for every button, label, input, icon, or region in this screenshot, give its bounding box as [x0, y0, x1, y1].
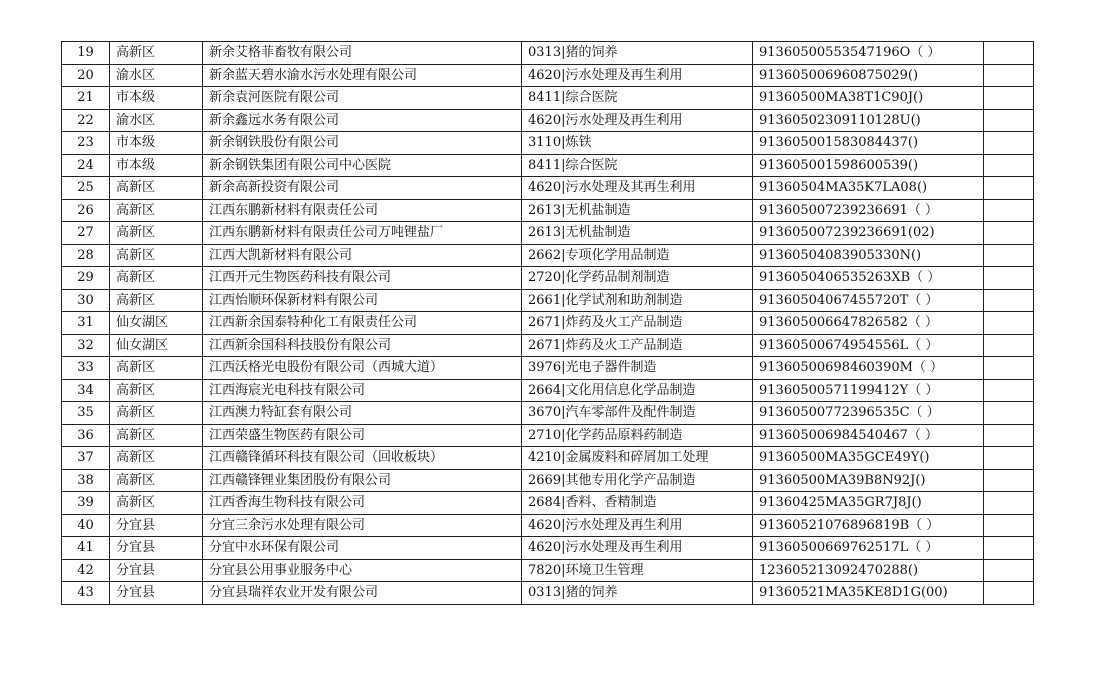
table-row	[62, 357, 1034, 380]
district-cell: 高新区	[110, 267, 203, 290]
company-name-cell: 江西东鹏新材料有限责任公司万吨锂盐厂	[203, 222, 522, 245]
row-number: 43	[62, 582, 110, 605]
district-cell: 高新区	[110, 244, 203, 267]
district-cell: 市本级	[110, 87, 203, 110]
note-cell	[984, 177, 1034, 200]
row-number: 35	[62, 402, 110, 425]
credit-code-cell: 91360504083905330N()	[753, 244, 984, 267]
district-cell: 高新区	[110, 42, 203, 65]
company-name-cell: 新余艾格菲畜牧有限公司	[203, 42, 522, 65]
industry-cell: 4620|污水处理及再生利用	[522, 109, 753, 132]
table-row	[62, 582, 1034, 605]
industry-cell: 8411|综合医院	[522, 87, 753, 110]
table-row	[62, 402, 1034, 425]
company-name-cell: 分宜中水环保有限公司	[203, 537, 522, 560]
industry-cell: 2671|炸药及火工产品制造	[522, 312, 753, 335]
industry-cell: 2684|香料、香精制造	[522, 492, 753, 515]
credit-code-cell: 913605001598600539()	[753, 154, 984, 177]
table-row	[62, 154, 1034, 177]
company-name-cell: 新余鑫远水务有限公司	[203, 109, 522, 132]
credit-code-cell: 913605007239236691（ ）	[753, 199, 984, 222]
company-name-cell: 江西东鹏新材料有限责任公司	[203, 199, 522, 222]
row-number: 42	[62, 559, 110, 582]
district-cell: 高新区	[110, 379, 203, 402]
company-name-cell: 江西沃格光电股份有限公司（西城大道）	[203, 357, 522, 380]
table-row	[62, 87, 1034, 110]
district-cell: 高新区	[110, 402, 203, 425]
district-cell: 高新区	[110, 357, 203, 380]
note-cell	[984, 199, 1034, 222]
note-cell	[984, 424, 1034, 447]
note-cell	[984, 132, 1034, 155]
row-number: 19	[62, 42, 110, 65]
industry-cell: 4620|污水处理及再生利用	[522, 537, 753, 560]
industry-cell: 3110|炼铁	[522, 132, 753, 155]
note-cell	[984, 267, 1034, 290]
company-name-cell: 新余袁河医院有限公司	[203, 87, 522, 110]
table-row	[62, 222, 1034, 245]
table-row	[62, 177, 1034, 200]
row-number: 38	[62, 469, 110, 492]
credit-code-cell: 91360500MA35GCE49Y()	[753, 447, 984, 470]
industry-cell: 8411|综合医院	[522, 154, 753, 177]
row-number: 37	[62, 447, 110, 470]
credit-code-cell: 91360500674954556L（ ）	[753, 334, 984, 357]
district-cell: 市本级	[110, 132, 203, 155]
table-row	[62, 267, 1034, 290]
table-row	[62, 64, 1034, 87]
table-row	[62, 132, 1034, 155]
note-cell	[984, 154, 1034, 177]
company-name-cell: 江西澳力特缸套有限公司	[203, 402, 522, 425]
credit-code-cell: 913605006647826582（ ）	[753, 312, 984, 335]
credit-code-cell: 91360504067455720T（ ）	[753, 289, 984, 312]
table-row	[62, 447, 1034, 470]
company-name-cell: 江西赣锋循环科技有限公司（回收板块）	[203, 447, 522, 470]
row-number: 26	[62, 199, 110, 222]
note-cell	[984, 244, 1034, 267]
district-cell: 高新区	[110, 199, 203, 222]
note-cell	[984, 469, 1034, 492]
credit-code-cell: 913605007239236691(02)	[753, 222, 984, 245]
row-number: 21	[62, 87, 110, 110]
credit-code-cell: 91360502309110128U()	[753, 109, 984, 132]
company-name-cell: 新余蓝天碧水渝水污水处理有限公司	[203, 64, 522, 87]
district-cell: 仙女湖区	[110, 312, 203, 335]
note-cell	[984, 559, 1034, 582]
note-cell	[984, 537, 1034, 560]
company-name-cell: 江西新余国科科技股份有限公司	[203, 334, 522, 357]
company-name-cell: 江西赣锋锂业集团股份有限公司	[203, 469, 522, 492]
row-number: 22	[62, 109, 110, 132]
industry-cell: 2613|无机盐制造	[522, 222, 753, 245]
district-cell: 分宜县	[110, 559, 203, 582]
note-cell	[984, 109, 1034, 132]
note-cell	[984, 492, 1034, 515]
company-name-cell: 江西海宸光电科技有限公司	[203, 379, 522, 402]
industry-cell: 2669|其他专用化学产品制造	[522, 469, 753, 492]
industry-cell: 3670|汽车零部件及配件制造	[522, 402, 753, 425]
table-row	[62, 199, 1034, 222]
district-cell: 仙女湖区	[110, 334, 203, 357]
credit-code-cell: 91360500MA38T1C90J()	[753, 87, 984, 110]
district-cell: 分宜县	[110, 537, 203, 560]
district-cell: 高新区	[110, 222, 203, 245]
industry-cell: 0313|猪的饲养	[522, 582, 753, 605]
district-cell: 高新区	[110, 469, 203, 492]
industry-cell: 4210|金属废料和碎屑加工处理	[522, 447, 753, 470]
note-cell	[984, 582, 1034, 605]
row-number: 31	[62, 312, 110, 335]
industry-cell: 4620|污水处理及再生利用	[522, 64, 753, 87]
table-row	[62, 109, 1034, 132]
table-row	[62, 492, 1034, 515]
credit-code-cell: 91360500669762517L（ ）	[753, 537, 984, 560]
industry-cell: 4620|污水处理及再生利用	[522, 514, 753, 537]
row-number: 30	[62, 289, 110, 312]
credit-code-cell: 91360500553547196O（ ）	[753, 42, 984, 65]
note-cell	[984, 357, 1034, 380]
district-cell: 高新区	[110, 447, 203, 470]
note-cell	[984, 514, 1034, 537]
credit-code-cell: 91360500772396535C（ ）	[753, 402, 984, 425]
table-row	[62, 244, 1034, 267]
industry-cell: 4620|污水处理及其再生利用	[522, 177, 753, 200]
credit-code-cell: 913605001583084437()	[753, 132, 984, 155]
company-name-cell: 分宜县公用事业服务中心	[203, 559, 522, 582]
company-name-cell: 江西怡顺环保新材料有限公司	[203, 289, 522, 312]
note-cell	[984, 379, 1034, 402]
row-number: 41	[62, 537, 110, 560]
table-body	[62, 42, 1034, 605]
district-cell: 渝水区	[110, 64, 203, 87]
table-row	[62, 514, 1034, 537]
note-cell	[984, 447, 1034, 470]
note-cell	[984, 42, 1034, 65]
note-cell	[984, 222, 1034, 245]
credit-code-cell: 91360500MA39B8N92J()	[753, 469, 984, 492]
table-row	[62, 559, 1034, 582]
industry-cell: 2710|化学药品原料药制造	[522, 424, 753, 447]
industry-cell: 2720|化学药品制剂制造	[522, 267, 753, 290]
company-name-cell: 江西荣盛生物医药有限公司	[203, 424, 522, 447]
credit-code-cell: 91360500696087502​9()	[753, 64, 984, 87]
district-cell: 渝水区	[110, 109, 203, 132]
credit-code-cell: 91360500698460390M（ ）	[753, 357, 984, 380]
credit-code-cell: 91360521MA35KE8D1G(00)	[753, 582, 984, 605]
row-number: 27	[62, 222, 110, 245]
table-row	[62, 289, 1034, 312]
row-number: 34	[62, 379, 110, 402]
credit-code-cell: 91360425MA35GR7J8J()	[753, 492, 984, 515]
district-cell: 分宜县	[110, 514, 203, 537]
credit-code-cell: 913605006984540467（ ）	[753, 424, 984, 447]
row-number: 39	[62, 492, 110, 515]
row-number: 29	[62, 267, 110, 290]
credit-code-cell: 91360521076896819B（ ）	[753, 514, 984, 537]
table-row	[62, 334, 1034, 357]
enterprise-table	[61, 41, 1034, 605]
row-number: 20	[62, 64, 110, 87]
row-number: 23	[62, 132, 110, 155]
credit-code-cell: 91360504065352​63XB（ ）	[753, 267, 984, 290]
company-name-cell: 新余钢铁股份有限公司	[203, 132, 522, 155]
district-cell: 高新区	[110, 424, 203, 447]
industry-cell: 7820|环境卫生管理	[522, 559, 753, 582]
district-cell: 高新区	[110, 289, 203, 312]
note-cell	[984, 289, 1034, 312]
company-name-cell: 新余钢铁集团有限公司中心医院	[203, 154, 522, 177]
industry-cell: 2661|化学试剂和助剂制造	[522, 289, 753, 312]
row-number: 24	[62, 154, 110, 177]
district-cell: 高新区	[110, 177, 203, 200]
credit-code-cell: 91360504MA35K7LA08()	[753, 177, 984, 200]
district-cell: 高新区	[110, 492, 203, 515]
credit-code-cell: 91360500571199412Y（ ）	[753, 379, 984, 402]
credit-code-cell: 12360521309247028​8()	[753, 559, 984, 582]
industry-cell: 2664|文化用信息化学品制造	[522, 379, 753, 402]
note-cell	[984, 87, 1034, 110]
note-cell	[984, 334, 1034, 357]
industry-cell: 0313|猪的饲养	[522, 42, 753, 65]
industry-cell: 2613|无机盐制造	[522, 199, 753, 222]
table-row	[62, 424, 1034, 447]
district-cell: 市本级	[110, 154, 203, 177]
row-number: 25	[62, 177, 110, 200]
table-row	[62, 42, 1034, 65]
table-row	[62, 469, 1034, 492]
table-row	[62, 537, 1034, 560]
company-name-cell: 江西大凯新材料有限公司	[203, 244, 522, 267]
row-number: 32	[62, 334, 110, 357]
table-row	[62, 379, 1034, 402]
table-row	[62, 312, 1034, 335]
company-name-cell: 分宜县瑞祥农业开发有限公司	[203, 582, 522, 605]
note-cell	[984, 64, 1034, 87]
company-name-cell: 分宜三余污水处理有限公司	[203, 514, 522, 537]
note-cell	[984, 402, 1034, 425]
industry-cell: 2671|炸药及火工产品制造	[522, 334, 753, 357]
industry-cell: 2662|专项化学用品制造	[522, 244, 753, 267]
row-number: 36	[62, 424, 110, 447]
industry-cell: 3976|光电子器件制造	[522, 357, 753, 380]
note-cell	[984, 312, 1034, 335]
row-number: 40	[62, 514, 110, 537]
district-cell: 分宜县	[110, 582, 203, 605]
company-name-cell: 新余高新投资有限公司	[203, 177, 522, 200]
company-name-cell: 江西香海生物科技有限公司	[203, 492, 522, 515]
company-name-cell: 江西新余国泰特种化工有限责任公司	[203, 312, 522, 335]
row-number: 28	[62, 244, 110, 267]
company-name-cell: 江西开元生物医药科技有限公司	[203, 267, 522, 290]
row-number: 33	[62, 357, 110, 380]
